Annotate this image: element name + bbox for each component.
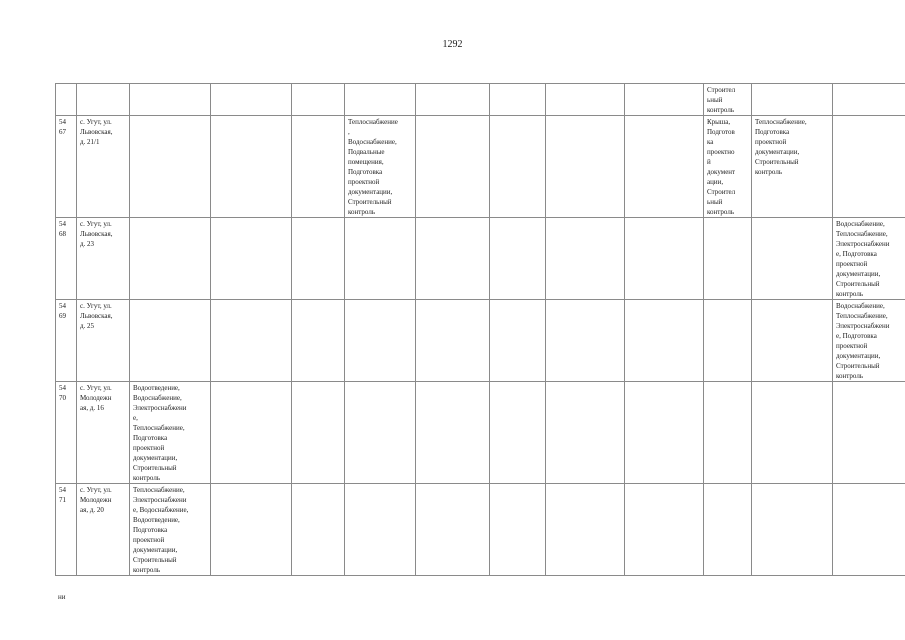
row-number-cell: 54 67 (56, 116, 77, 218)
table-cell (416, 218, 490, 300)
table-cell (490, 84, 546, 116)
table-cell (625, 116, 704, 218)
works-table (55, 83, 905, 576)
table-cell: Теплоснабжение , Водоснабжение, Подвальные помещения, Подготовка проектной документации, Строительный контроль (345, 116, 416, 218)
table-cell (490, 300, 546, 382)
address-cell: с. Угут, ул. Львовская, д. 25 (77, 300, 130, 382)
table-cell (416, 84, 490, 116)
table-cell (345, 84, 416, 116)
table-row (56, 382, 905, 484)
address-cell (77, 84, 130, 116)
table-cell (704, 484, 752, 576)
table-cell (211, 382, 292, 484)
address-cell: с. Угут, ул. Молодежн ая, д. 20 (77, 484, 130, 576)
table-cell (752, 84, 833, 116)
table-cell (546, 300, 625, 382)
row-number-cell: 54 71 (56, 484, 77, 576)
table-cell (625, 84, 704, 116)
table-cell (546, 218, 625, 300)
table-cell (345, 484, 416, 576)
address-cell: с. Угут, ул. Львовская, д. 23 (77, 218, 130, 300)
table-cell (292, 116, 345, 218)
table-cell (292, 84, 345, 116)
table-cell (752, 218, 833, 300)
table-cell (292, 484, 345, 576)
table-cell (625, 382, 704, 484)
row-number-cell: 54 68 (56, 218, 77, 300)
table-cell (625, 218, 704, 300)
table-cell (752, 484, 833, 576)
table-cell: Строител ьный контроль (704, 84, 752, 116)
table-cell (292, 218, 345, 300)
table-cell (752, 382, 833, 484)
address-cell: с. Угут, ул. Львовская, д. 21/1 (77, 116, 130, 218)
table-cell (416, 484, 490, 576)
table-cell (211, 84, 292, 116)
table-cell (130, 300, 211, 382)
row-number-cell: 54 70 (56, 382, 77, 484)
table-cell (345, 300, 416, 382)
table-row (56, 484, 905, 576)
table-cell (546, 84, 625, 116)
table-row (56, 116, 905, 218)
table-cell (211, 218, 292, 300)
table-cell: Водоснабжение, Теплоснабжение, Электроснабжени е, Подготовка проектной документации, Строительный контроль (833, 218, 905, 300)
table-cell (211, 300, 292, 382)
table-cell (704, 218, 752, 300)
table-cell: Теплоснабжение, Подготовка проектной документации, Строительный контроль (752, 116, 833, 218)
table-cell (546, 116, 625, 218)
table-cell (211, 484, 292, 576)
table-cell (130, 84, 211, 116)
table-cell (490, 116, 546, 218)
table-cell (490, 382, 546, 484)
table-cell (833, 382, 905, 484)
table-cell (704, 300, 752, 382)
table-cell (292, 300, 345, 382)
table-cell (211, 116, 292, 218)
table-cell (130, 116, 211, 218)
table-cell (416, 382, 490, 484)
table-cell (416, 116, 490, 218)
table-row (56, 218, 905, 300)
footer-mark: ни (58, 593, 66, 601)
address-cell: с. Угут, ул. Молодежн ая, д. 16 (77, 382, 130, 484)
table-cell (625, 300, 704, 382)
table-cell: Крыша, Подготов ка проектно й документ ации, Строител ьный контроль (704, 116, 752, 218)
row-number-cell (56, 84, 77, 116)
row-number-cell: 54 69 (56, 300, 77, 382)
table-cell (130, 218, 211, 300)
table-cell (490, 484, 546, 576)
table-cell (345, 382, 416, 484)
table-cell (833, 116, 905, 218)
page-number: 1292 (442, 39, 463, 50)
table-cell (345, 218, 416, 300)
table-cell (833, 484, 905, 576)
table-cell (546, 382, 625, 484)
table-cell (625, 484, 704, 576)
table-cell (416, 300, 490, 382)
table-row (56, 300, 905, 382)
table-cell (704, 382, 752, 484)
table-cell: Водоснабжение, Теплоснабжение, Электроснабжени е, Подготовка проектной документации, Строительный контроль (833, 300, 905, 382)
table-cell (546, 484, 625, 576)
table-cell (752, 300, 833, 382)
table-cell: Водоотведение, Водоснабжение, Электроснабжени е, Теплоснабжение, Подготовка проектной документации, Строительный контроль (130, 382, 211, 484)
table-cell: Теплоснабжение, Электроснабжени е, Водоснабжение, Водоотведение, Подготовка проектной документации, Строительный контроль (130, 484, 211, 576)
table-cell (292, 382, 345, 484)
table-cell (490, 218, 546, 300)
table-row (56, 84, 905, 116)
table-cell (833, 84, 905, 116)
